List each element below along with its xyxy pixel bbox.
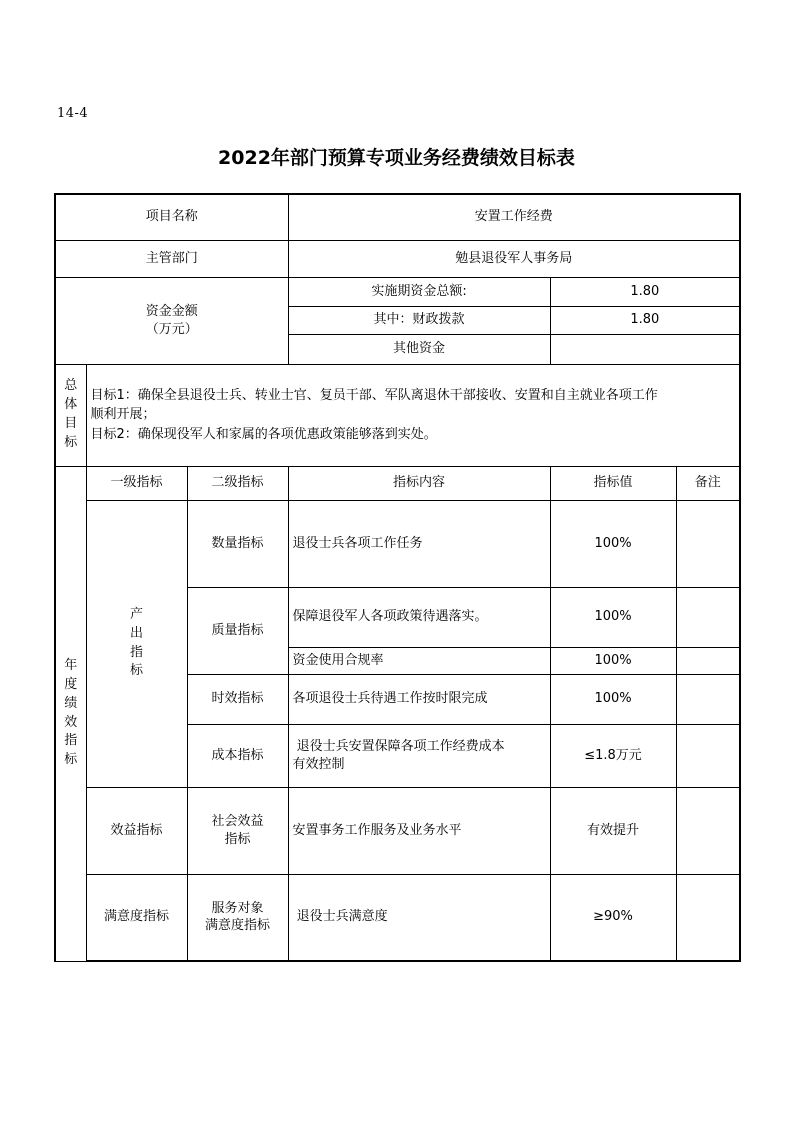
satisfaction-sub-label [187, 874, 288, 961]
quantity-content: 退役士兵各项工作任务 [288, 500, 550, 587]
cost-remark [676, 724, 740, 787]
overall-goal-text [86, 364, 740, 466]
quality-content-2: 资金使用合规率 [288, 647, 550, 674]
benefit-remark [676, 787, 740, 874]
funds-label-line1: 资金金额 [145, 303, 198, 319]
header-value: 指标值 [550, 466, 676, 500]
benefit-sub-label-line1: 社会效益 [211, 813, 264, 829]
department-row [55, 240, 740, 277]
header-remark: 备注 [676, 466, 740, 500]
benefit-row [55, 787, 740, 874]
project-label: 项目名称 [55, 194, 288, 240]
timeliness-remark [676, 674, 740, 724]
funds-label-line2: （万元） [145, 321, 198, 337]
overall-goal-label: 总体目标 [55, 364, 86, 466]
department-value: 勉县退役军人事务局 [288, 240, 740, 277]
indicator-header-row [55, 466, 740, 500]
output-indicators-label: 产出指标 [86, 500, 187, 787]
benefit-label: 效益指标 [86, 787, 187, 874]
benefit-sub-label-line2: 指标 [224, 831, 251, 847]
benefit-sub-label [187, 787, 288, 874]
funds-fiscal-value: 1.80 [550, 306, 740, 334]
quantity-remark [676, 500, 740, 587]
annual-indicators-label: 年度绩效指标 [55, 466, 86, 961]
cost-label: 成本指标 [187, 724, 288, 787]
quality-value-2: 100% [550, 647, 676, 674]
funds-total-value: 1.80 [550, 277, 740, 306]
project-row [55, 194, 740, 240]
quantity-label: 数量指标 [187, 500, 288, 587]
satisfaction-label: 满意度指标 [86, 874, 187, 961]
quality-value-1: 100% [550, 587, 676, 647]
department-label: 主管部门 [55, 240, 288, 277]
funds-fiscal-label: 其中：财政拨款 [288, 306, 550, 334]
cost-value: ≤1.8万元 [550, 724, 676, 787]
cost-content-line1: 退役士兵安置保障各项工作经费成本 [292, 738, 505, 754]
header-level2: 二级指标 [187, 466, 288, 500]
satisfaction-value: ≥90% [550, 874, 676, 961]
quality-content-1: 保障退役军人各项政策待遇落实。 [288, 587, 550, 647]
satisfaction-content: 退役士兵满意度 [288, 874, 550, 961]
quality-label: 质量指标 [187, 587, 288, 674]
quantity-value: 100% [550, 500, 676, 587]
funds-total-label: 实施期资金总额: [288, 277, 550, 306]
timeliness-label: 时效指标 [187, 674, 288, 724]
project-name-value: 安置工作经费 [288, 194, 740, 240]
cost-content-line2: 有效控制 [292, 756, 345, 772]
satisfaction-row [55, 874, 740, 961]
quantity-row [55, 500, 740, 587]
satisfaction-remark [676, 874, 740, 961]
benefit-value: 有效提升 [550, 787, 676, 874]
cost-content [288, 724, 550, 787]
satisfaction-sub-label-line1: 服务对象 [211, 900, 264, 916]
satisfaction-sub-label-line2: 满意度指标 [205, 918, 271, 934]
goal-line-1: 目标1：确保全县退役士兵、转业士官、复员干部、军队离退休干部接收、安置和自主就业各项工作 [90, 387, 658, 403]
overall-goal-row [55, 364, 740, 466]
funds-total-row [55, 277, 740, 306]
timeliness-content: 各项退役士兵待遇工作按时限完成 [288, 674, 550, 724]
goal-line-2: 顺利开展； [90, 407, 156, 423]
document-title: 2022年部门预算专项业务经费绩效目标表 [218, 147, 575, 169]
quality-remark-2 [676, 647, 740, 674]
page-code: 14-4 [57, 106, 89, 121]
funds-other-label: 其他资金 [288, 334, 550, 364]
header-content: 指标内容 [288, 466, 550, 500]
benefit-content: 安置事务工作服务及业务水平 [288, 787, 550, 874]
funds-other-value [550, 334, 740, 364]
header-level1: 一级指标 [86, 466, 187, 500]
goal-line-3: 目标2：确保现役军人和家属的各项优惠政策能够落到实处。 [90, 426, 437, 442]
funds-label [55, 277, 288, 364]
timeliness-value: 100% [550, 674, 676, 724]
quality-remark-1 [676, 587, 740, 647]
performance-target-table [54, 193, 741, 962]
